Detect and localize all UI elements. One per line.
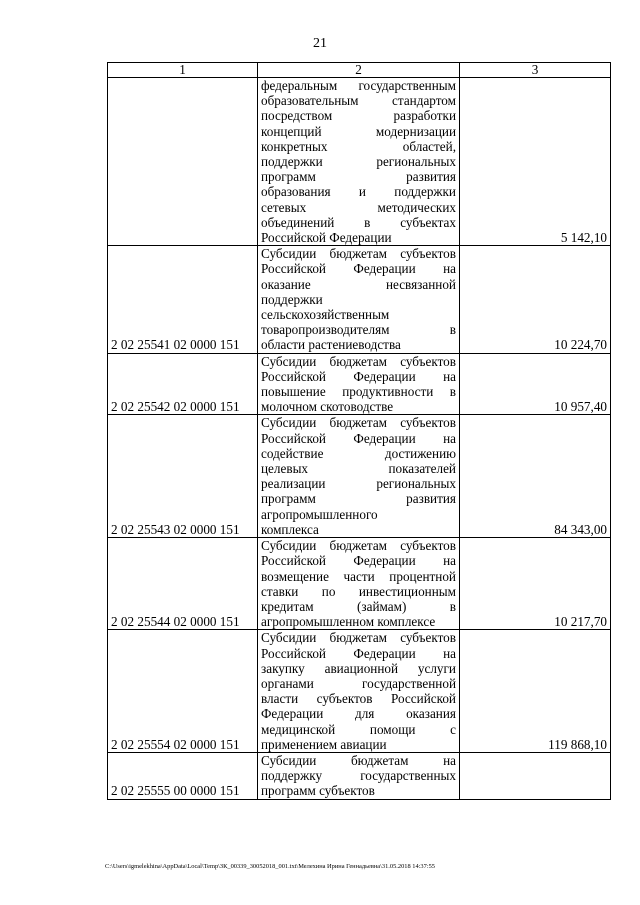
- description-line: органами государственной: [261, 675, 456, 691]
- amount-cell: 10 224,70: [460, 246, 611, 353]
- table-row: [108, 78, 611, 246]
- budget-code-cell: 2 02 25541 02 0000 151: [108, 246, 258, 353]
- description-line: поддержку государственных: [261, 768, 456, 784]
- description-line: образования и поддержки: [261, 184, 456, 200]
- description-line: власти субъектов Российской: [261, 691, 456, 707]
- column-header-2: 2: [258, 63, 460, 78]
- description-line: повышение продуктивности в: [261, 384, 456, 400]
- description-line: сетевых методических: [261, 199, 456, 215]
- budget-code-cell: 2 02 25542 02 0000 151: [108, 353, 258, 415]
- description-line: Российской Федерации: [261, 230, 392, 246]
- description-line: Субсидии бюджетам субъектов: [261, 630, 456, 646]
- column-header-3: 3: [460, 63, 611, 78]
- page-number: 21: [313, 36, 327, 51]
- table-header-row: [108, 63, 611, 78]
- amount-cell: 119 868,10: [460, 630, 611, 753]
- description-line: содействие достижению: [261, 445, 456, 461]
- table-body: [108, 78, 611, 800]
- description-line: Субсидии бюджетам субъектов: [261, 415, 456, 431]
- description-cell: [258, 630, 460, 753]
- table-row: [108, 415, 611, 538]
- description-line: Субсидии бюджетам субъектов: [261, 246, 456, 262]
- description-cell: [258, 415, 460, 538]
- description-cell: [258, 246, 460, 353]
- description-line: применением авиации: [261, 736, 387, 752]
- description-line: Российской Федерации на: [261, 553, 456, 569]
- budget-code-cell: 2 02 25543 02 0000 151: [108, 415, 258, 538]
- description-line: Субсидии бюджетам субъектов: [261, 353, 456, 369]
- description-line: агропромышленного: [261, 506, 378, 522]
- description-line: конкретных областей,: [261, 138, 456, 154]
- budget-code-cell: [108, 78, 258, 246]
- amount-cell: 5 142,10: [460, 78, 611, 246]
- description-line: объединений в субъектах: [261, 214, 456, 230]
- table-row: [108, 630, 611, 753]
- description-line: концепций модернизации: [261, 123, 456, 139]
- description-line: Российской Федерации на: [261, 261, 456, 277]
- amount-cell: 10 217,70: [460, 538, 611, 630]
- description-line: Российской Федерации на: [261, 430, 456, 446]
- table-row: [108, 752, 611, 799]
- description-line: Субсидии бюджетам субъектов: [261, 538, 456, 554]
- amount-cell: 84 343,00: [460, 415, 611, 538]
- description-line: Федерации для оказания: [261, 706, 456, 722]
- description-line: области растениеводства: [261, 337, 401, 353]
- description-line: Субсидии бюджетам на: [261, 752, 456, 768]
- description-line: программ развития: [261, 491, 456, 507]
- description-line: Российской Федерации на: [261, 368, 456, 384]
- description-line: комплекса: [261, 521, 319, 537]
- description-line: Российской Федерации на: [261, 645, 456, 661]
- description-line: целевых показателей: [261, 461, 456, 477]
- amount-cell: 10 957,40: [460, 353, 611, 415]
- description-cell: [258, 78, 460, 246]
- description-line: молочном скотоводстве: [261, 399, 394, 415]
- description-line: поддержки: [261, 291, 323, 307]
- description-line: ставки по инвестиционным: [261, 583, 456, 599]
- description-cell: [258, 538, 460, 630]
- description-line: программ субъектов: [261, 783, 375, 799]
- description-cell: [258, 752, 460, 799]
- description-line: федеральным государственным: [261, 78, 456, 93]
- budget-table: [107, 62, 611, 800]
- budget-code-cell: 2 02 25544 02 0000 151: [108, 538, 258, 630]
- description-line: возмещение части процентной: [261, 568, 456, 584]
- description-line: агропромышленном комплексе: [261, 614, 436, 630]
- file-path-footer: C:\Users\igmelekhina\AppData\Local\Temp\ЗК_00339_30052018_001.txt\Мелехина Ирина Геннадьевна\31.05.2018 14:37:55: [105, 863, 435, 870]
- table-row: [108, 353, 611, 415]
- description-line: товаропроизводителям в: [261, 322, 456, 338]
- amount-cell: [460, 752, 611, 799]
- description-line: закупку авиационной услуги: [261, 660, 456, 676]
- description-line: кредитам (займам) в: [261, 598, 456, 614]
- budget-code-cell: 2 02 25555 00 0000 151: [108, 752, 258, 799]
- description-line: образовательным стандартом: [261, 93, 456, 109]
- column-header-1: 1: [108, 63, 258, 78]
- description-line: оказание несвязанной: [261, 276, 456, 292]
- table-row: [108, 538, 611, 630]
- budget-code-cell: 2 02 25554 02 0000 151: [108, 630, 258, 753]
- description-line: реализации региональных: [261, 476, 456, 492]
- description-line: посредством разработки: [261, 108, 456, 124]
- table-row: [108, 246, 611, 353]
- description-cell: [258, 353, 460, 415]
- description-line: сельскохозяйственным: [261, 307, 390, 323]
- description-line: программ развития: [261, 169, 456, 185]
- description-line: поддержки региональных: [261, 154, 456, 170]
- description-line: медицинской помощи с: [261, 721, 456, 737]
